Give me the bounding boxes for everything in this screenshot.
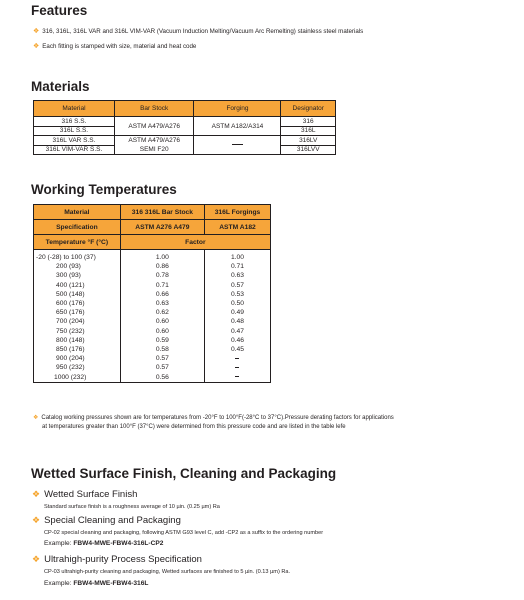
diamond-bullet-icon: ❖ bbox=[33, 415, 39, 421]
wetted-item-3: ❖ Ultrahigh-purity Process Specification bbox=[32, 554, 202, 565]
materials-title: Materials bbox=[31, 79, 90, 94]
diamond-bullet-icon: ❖ bbox=[32, 515, 41, 525]
mat-header-designator: Designator bbox=[281, 101, 336, 117]
wetted-item-3-desc: CP-03 ultrahigh-purity cleaning and packaging, Wetted surfaces are finished to 5 µin. (0.13 µm) Ra. bbox=[44, 569, 291, 575]
mat-header-forging: Forging bbox=[194, 101, 281, 117]
table-row: 316L VIM-VAR S.S. 316LVV bbox=[34, 145, 336, 155]
table-row: 950 (232) 0.57 bbox=[34, 363, 271, 372]
working-temps-title: Working Temperatures bbox=[31, 182, 177, 197]
table-row: 850 (176) 0.58 0.45 bbox=[34, 345, 271, 354]
diamond-bullet-icon: ❖ bbox=[33, 43, 40, 50]
features-title: Features bbox=[31, 3, 88, 18]
table-row: 300 (93) 0.78 0.63 bbox=[34, 271, 271, 280]
wetted-item-1: ❖ Wetted Surface Finish bbox=[32, 489, 138, 500]
feature-bullet-1: ❖ 316, 316L, 316L VAR and 316L VIM-VAR (Vacuum Induction Melting/Vacuum Arc Remelting) stainless steel materials bbox=[33, 28, 364, 35]
table-row: 316L S.S. 316L bbox=[34, 126, 336, 136]
materials-table bbox=[33, 100, 336, 155]
mat-header-bar: Bar Stock bbox=[114, 101, 194, 117]
feature-bullet-2: ❖ Each fitting is stamped with size, material and heat code bbox=[33, 43, 197, 50]
wetted-item-1-desc: Standard surface finish is a roughness average of 10 µin. (0.25 µm) Ra bbox=[44, 504, 220, 510]
wetted-item-3-example: Example: FBW4-MWE-FBW4-316L bbox=[44, 580, 149, 587]
table-row: 200 (93) 0.86 0.71 bbox=[34, 262, 271, 271]
table-row: 800 (148) 0.59 0.46 bbox=[34, 336, 271, 345]
diamond-bullet-icon: ❖ bbox=[33, 28, 40, 35]
table-row: 700 (204) 0.60 0.48 bbox=[34, 317, 271, 326]
forging-none bbox=[194, 136, 281, 155]
table-row: 500 (148) 0.66 0.53 bbox=[34, 290, 271, 299]
table-row: 316 S.S. ASTM A479/A276 ASTM A182/A314 316 bbox=[34, 117, 336, 127]
wetted-item-2-desc: CP-02 special cleaning and packaging, following ASTM G93 level C, add -CP2 as a suffix to the ordering number bbox=[44, 530, 324, 536]
table-row: 400 (121) 0.71 0.57 bbox=[34, 281, 271, 290]
mat-header-material: Material bbox=[34, 101, 115, 117]
table-row: 316L VAR S.S. ASTM A479/A276 SEMI F20 316LV bbox=[34, 136, 336, 146]
working-temps-table: Material 316 316L Bar Stock 316L Forgings Specification ASTM A276 A479 ASTM A182 Temperature °F (°C) Factor -20 (-28) to 100 (37) 1.00 1.00 200 (93) 0.86 0.71 300 (93) 0.78 0.63 400 (121) 0.71 0.57 500 (148) 0.66 0.53 600 (176) 0.63 0.50 650 (176) 0.62 0.49 700 (204) 0.60 0.48 750 (232) 0.60 0.47 800 (148) 0.59 0.46 850 (176) 0.58 0.45 900 (204) 0.57 950 (232) 0.57 1000 (232) 0.56 bbox=[33, 204, 271, 383]
diamond-bullet-icon: ❖ bbox=[32, 554, 41, 564]
wetted-item-2: ❖ Special Cleaning and Packaging bbox=[32, 515, 181, 526]
table-row: 900 (204) 0.57 bbox=[34, 354, 271, 363]
table-row: 1000 (232) 0.56 bbox=[34, 372, 271, 382]
wetted-title: Wetted Surface Finish, Cleaning and Packaging bbox=[31, 466, 337, 481]
table-row: -20 (-28) to 100 (37) 1.00 1.00 bbox=[34, 253, 271, 262]
table-row: 600 (176) 0.63 0.50 bbox=[34, 299, 271, 308]
working-temps-note: ❖ Catalog working pressures shown are for temperatures from -20°F to 100°F(-28°C to 37°C).Pressure derating factors for applications at temperatures greater than 100°F (37°C) were determined from this pressure code and are listed in the table lefe bbox=[33, 415, 394, 430]
table-row: 650 (176) 0.62 0.49 bbox=[34, 308, 271, 317]
table-row: 750 (232) 0.60 0.47 bbox=[34, 327, 271, 336]
wetted-item-2-example: Example: FBW4-MWE-FBW4-316L-CP2 bbox=[44, 540, 164, 547]
diamond-bullet-icon: ❖ bbox=[32, 489, 41, 499]
